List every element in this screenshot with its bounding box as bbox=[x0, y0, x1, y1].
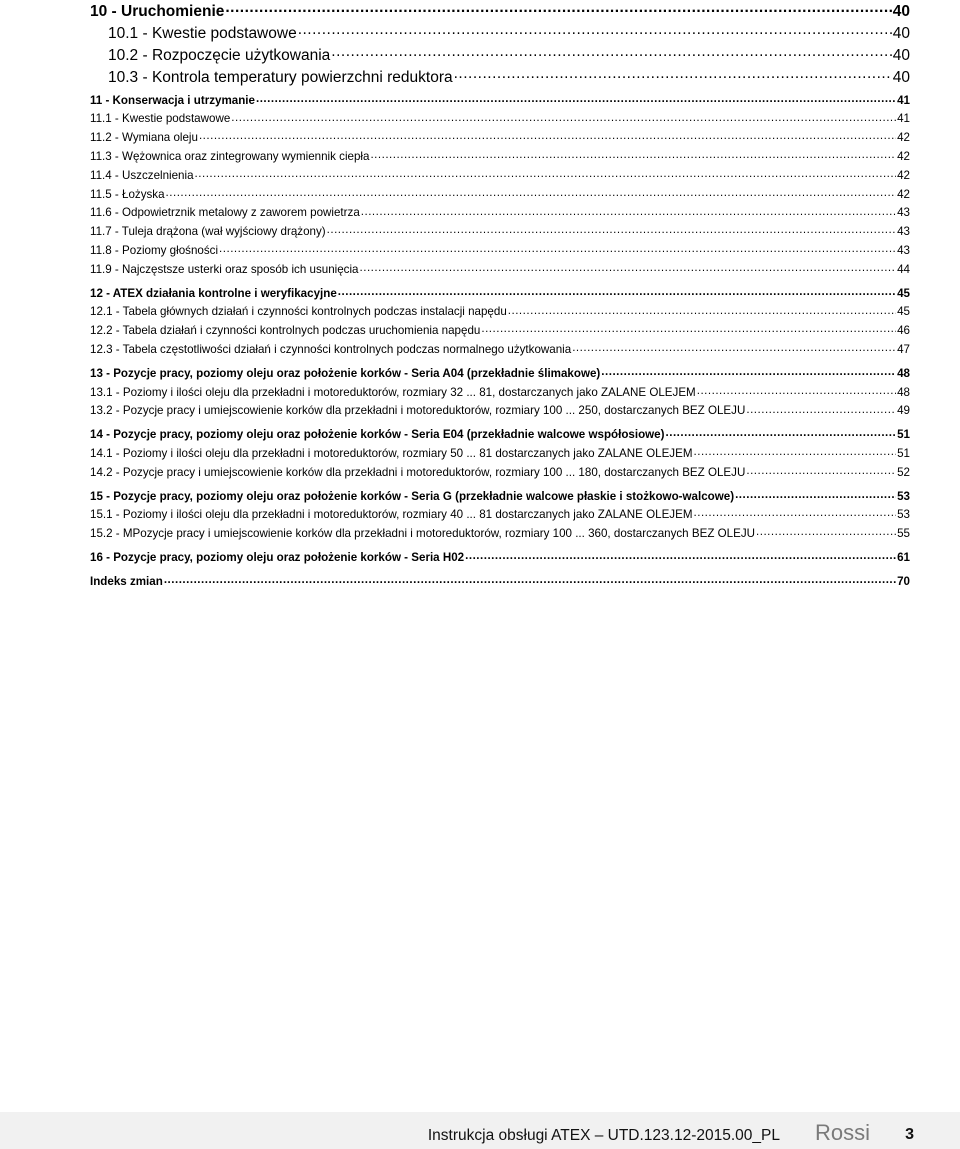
toc-entry-title: 11.1 - Kwestie podstawowe bbox=[90, 112, 231, 126]
toc-leader bbox=[465, 549, 896, 561]
toc-leader bbox=[327, 224, 896, 236]
toc-entry-page: 42 bbox=[897, 168, 910, 182]
toc-leader bbox=[508, 304, 896, 316]
toc-entry-page: 53 bbox=[897, 489, 910, 503]
toc-entry-title: 11.9 - Najczęstsze usterki oraz sposób ich usunięcia bbox=[90, 262, 359, 276]
toc-entry-chapter-12[interactable] bbox=[90, 285, 910, 304]
toc-entry-chapter-10[interactable] bbox=[90, 0, 910, 22]
page-footer bbox=[0, 1112, 960, 1149]
toc-leader bbox=[164, 573, 896, 585]
toc-leader bbox=[756, 526, 896, 538]
toc-entry-chapter-13[interactable] bbox=[90, 365, 910, 384]
toc-entry-13-2[interactable] bbox=[90, 403, 910, 422]
toc-entry-change-index[interactable] bbox=[90, 573, 910, 592]
toc-entry-15-1[interactable] bbox=[90, 507, 910, 526]
toc-leader bbox=[360, 261, 897, 273]
toc-entry-page: 61 bbox=[897, 550, 910, 564]
toc-entry-title: 13 - Pozycje pracy, poziomy oleju oraz położenie korków - Seria A04 (przekładnie ślimakowe) bbox=[90, 366, 601, 380]
toc-entry-15-2[interactable] bbox=[90, 526, 910, 545]
toc-entry-12-1[interactable] bbox=[90, 304, 910, 323]
toc-entry-14-1[interactable] bbox=[90, 445, 910, 464]
toc-entry-title: 10.3 - Kontrola temperatury powierzchni reduktora bbox=[108, 68, 453, 86]
toc-entry-title: 10.2 - Rozpoczęcie użytkowania bbox=[108, 46, 331, 64]
toc-entry-chapter-16[interactable] bbox=[90, 549, 910, 568]
toc-entry-title: 12.3 - Tabela częstotliwości działań i czynności kontrolnych podczas normalnego użytkowania bbox=[90, 342, 572, 356]
toc-entry-page: 42 bbox=[897, 187, 910, 201]
toc-entry-13-1[interactable] bbox=[90, 384, 910, 403]
toc-entry-title: 11.7 - Tuleja drążona (wał wyjściowy drążony) bbox=[90, 225, 326, 239]
toc-entry-10-2[interactable] bbox=[90, 44, 910, 66]
toc-entry-title: 11.3 - Wężownica oraz zintegrowany wymiennik ciepła bbox=[90, 149, 370, 163]
toc-leader bbox=[338, 285, 896, 297]
toc-entry-11-4[interactable] bbox=[90, 167, 910, 186]
toc-entry-title: 13.1 - Poziomy i ilości oleju dla przekładni i motoreduktorów, rozmiary 32 ... 81, dostarczanych jako ZALANE OLEJEM bbox=[90, 385, 696, 399]
toc-entry-11-1[interactable] bbox=[90, 111, 910, 130]
toc-entry-page: 46 bbox=[897, 324, 910, 338]
toc-entry-title: Indeks zmian bbox=[90, 574, 163, 588]
toc-leader bbox=[195, 167, 897, 179]
toc-leader bbox=[231, 111, 896, 123]
toc-entry-title: 12.1 - Tabela głównych działań i czynności kontrolnych podczas instalacji napędu bbox=[90, 305, 507, 319]
toc-leader bbox=[746, 464, 896, 476]
table-of-contents bbox=[90, 0, 910, 592]
toc-entry-title: 11.6 - Odpowietrznik metalowy z zaworem powietrza bbox=[90, 206, 360, 220]
toc-entry-11-2[interactable] bbox=[90, 130, 910, 149]
document-reference: Instrukcja obsługi ATEX – UTD.123.12-2015.00_PL bbox=[427, 1127, 780, 1144]
toc-entry-title: 11 - Konserwacja i utrzymanie bbox=[90, 93, 255, 107]
toc-entry-11-9[interactable] bbox=[90, 261, 910, 280]
toc-entry-11-6[interactable] bbox=[90, 205, 910, 224]
toc-entry-title: 16 - Pozycje pracy, poziomy oleju oraz położenie korków - Seria H02 bbox=[90, 550, 465, 564]
toc-leader bbox=[666, 427, 897, 439]
toc-leader bbox=[166, 186, 897, 198]
toc-entry-page: 41 bbox=[897, 93, 910, 107]
toc-leader bbox=[454, 66, 892, 82]
toc-entry-page: 48 bbox=[897, 385, 910, 399]
toc-leader bbox=[694, 507, 897, 519]
toc-entry-page: 51 bbox=[897, 428, 910, 442]
page-number: 3 bbox=[905, 1126, 914, 1143]
toc-entry-page: 47 bbox=[897, 342, 910, 356]
toc-entry-11-7[interactable] bbox=[90, 224, 910, 243]
toc-entry-title: 14.1 - Poziomy i ilości oleju dla przekładni i motoreduktorów, rozmiary 50 ... 81 dostarczanych jako ZALANE OLEJEM bbox=[90, 446, 693, 460]
toc-entry-chapter-14[interactable] bbox=[90, 427, 910, 446]
toc-entry-title: 12.2 - Tabela działań i czynności kontrolnych podczas uruchomienia napędu bbox=[90, 324, 481, 338]
toc-entry-page: 55 bbox=[897, 527, 910, 541]
toc-leader bbox=[697, 384, 896, 396]
toc-entry-page: 43 bbox=[897, 243, 910, 257]
toc-leader bbox=[361, 205, 896, 217]
toc-entry-page: 40 bbox=[892, 68, 910, 86]
toc-entry-page: 40 bbox=[892, 24, 910, 42]
toc-leader bbox=[331, 44, 891, 60]
toc-leader bbox=[199, 130, 896, 142]
toc-entry-page: 41 bbox=[897, 112, 910, 126]
toc-entry-page: 43 bbox=[897, 225, 910, 239]
toc-leader bbox=[225, 0, 891, 16]
toc-entry-page: 51 bbox=[897, 446, 910, 460]
toc-leader bbox=[481, 323, 896, 335]
toc-entry-page: 45 bbox=[897, 305, 910, 319]
toc-entry-title: 14 - Pozycje pracy, poziomy oleju oraz położenie korków - Seria E04 (przekładnie walcowe współosiowe) bbox=[90, 428, 665, 442]
toc-entry-page: 43 bbox=[897, 206, 910, 220]
toc-entry-10-3[interactable] bbox=[90, 66, 910, 88]
toc-entry-page: 49 bbox=[897, 404, 910, 418]
toc-entry-page: 42 bbox=[897, 149, 910, 163]
toc-entry-page: 40 bbox=[892, 46, 910, 64]
toc-entry-chapter-15[interactable] bbox=[90, 488, 910, 507]
toc-leader bbox=[601, 365, 896, 377]
toc-entry-title: 12 - ATEX działania kontrolne i weryfikacyjne bbox=[90, 286, 337, 300]
toc-entry-page: 40 bbox=[892, 2, 910, 20]
toc-leader bbox=[370, 148, 896, 160]
toc-entry-chapter-11[interactable] bbox=[90, 92, 910, 111]
toc-entry-title: 11.5 - Łożyska bbox=[90, 187, 165, 201]
toc-entry-page: 48 bbox=[897, 366, 910, 380]
toc-entry-page: 70 bbox=[897, 574, 910, 588]
toc-entry-page: 44 bbox=[897, 262, 910, 276]
toc-leader bbox=[694, 445, 897, 457]
toc-entry-page: 42 bbox=[897, 131, 910, 145]
toc-entry-title: 15.1 - Poziomy i ilości oleju dla przekładni i motoreduktorów, rozmiary 40 ... 81 dostarczanych jako ZALANE OLEJEM bbox=[90, 508, 693, 522]
toc-entry-11-8[interactable] bbox=[90, 242, 910, 261]
toc-entry-title: 11.4 - Uszczelnienia bbox=[90, 168, 194, 182]
toc-entry-page: 52 bbox=[897, 465, 910, 479]
toc-entry-title: 11.2 - Wymiana oleju bbox=[90, 131, 198, 145]
toc-entry-11-3[interactable] bbox=[90, 148, 910, 167]
toc-entry-10-1[interactable] bbox=[90, 22, 910, 44]
toc-leader bbox=[256, 92, 896, 104]
toc-entry-title: 15.2 - MPozycje pracy i umiejscowienie korków dla przekładni i motoreduktorów, rozmiary 100 ... 360, dostarczanych BEZ OLEJU bbox=[90, 527, 755, 541]
toc-leader bbox=[735, 488, 896, 500]
toc-entry-title: 11.8 - Poziomy głośności bbox=[90, 243, 219, 257]
toc-entry-page: 45 bbox=[897, 286, 910, 300]
toc-entry-12-3[interactable] bbox=[90, 341, 910, 360]
toc-leader bbox=[572, 341, 896, 353]
toc-leader bbox=[746, 403, 896, 415]
brand-logo: Rossi bbox=[814, 1120, 870, 1145]
toc-entry-page: 53 bbox=[897, 508, 910, 522]
toc-entry-title: 14.2 - Pozycje pracy i umiejscowienie korków dla przekładni i motoreduktorów, rozmiary 100 ... 180, dostarczanych BEZ OLEJU bbox=[90, 465, 746, 479]
toc-leader bbox=[219, 242, 896, 254]
toc-entry-title: 13.2 - Pozycje pracy i umiejscowienie korków dla przekładni i motoreduktorów, rozmiary 100 ... 250, dostarczanych BEZ OLEJU bbox=[90, 404, 746, 418]
toc-entry-title: 10.1 - Kwestie podstawowe bbox=[108, 24, 297, 42]
toc-entry-12-2[interactable] bbox=[90, 323, 910, 342]
toc-leader bbox=[298, 22, 892, 38]
toc-entry-11-5[interactable] bbox=[90, 186, 910, 205]
toc-entry-title: 10 - Uruchomienie bbox=[90, 2, 225, 20]
toc-entry-title: 15 - Pozycje pracy, poziomy oleju oraz położenie korków - Seria G (przekładnie walcowe płaskie i stożkowo-walcowe) bbox=[90, 489, 735, 503]
toc-entry-14-2[interactable] bbox=[90, 464, 910, 483]
